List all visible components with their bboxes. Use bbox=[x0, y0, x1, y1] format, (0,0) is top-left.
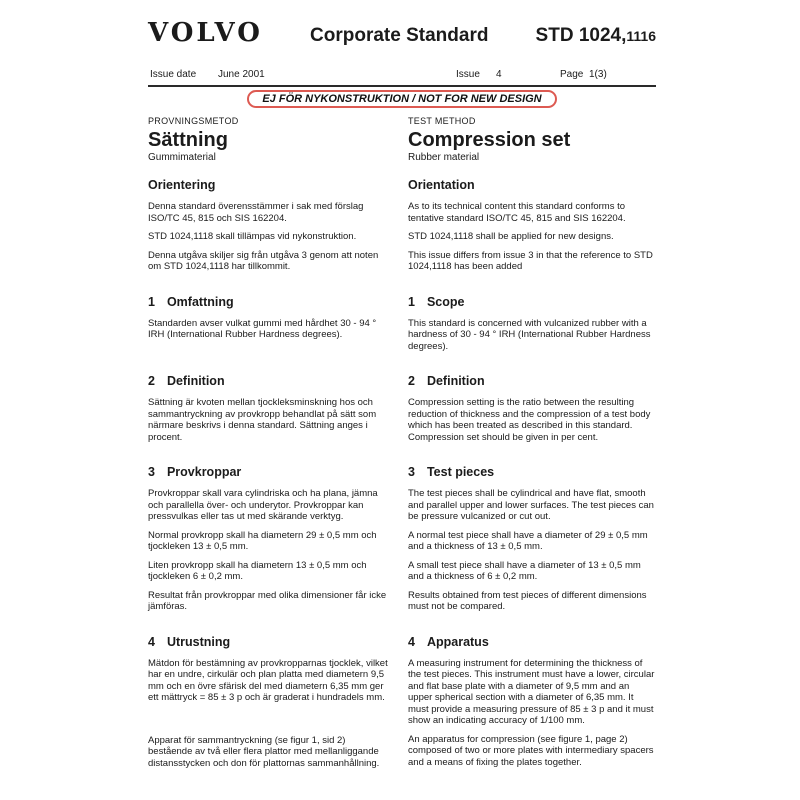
section-title: Definition bbox=[166, 374, 225, 388]
section-number: 1 bbox=[148, 294, 155, 309]
paragraph: Compression setting is the ratio between the resulting reduction of thickness and the compression of a test body which has been treated as described in this standard. Compression set should be given in per cent. bbox=[408, 397, 651, 443]
not-for-new-design-banner: EJ FÖR NYKONSTRUKTION / NOT FOR NEW DESIGN bbox=[247, 90, 556, 108]
section-heading bbox=[148, 374, 388, 388]
right-title-block bbox=[408, 116, 656, 163]
title-row bbox=[148, 116, 656, 163]
document-type-title: Corporate Standard bbox=[310, 25, 489, 46]
section-title: Definition bbox=[426, 374, 485, 388]
section-orientation bbox=[408, 163, 656, 280]
section-scope bbox=[408, 280, 656, 360]
section-heading bbox=[408, 465, 656, 479]
left-title-block bbox=[148, 116, 388, 163]
section-heading bbox=[408, 635, 656, 649]
paragraph: Denna utgåva skiljer sig från utgåva 3 genom att noten om STD 1024,1118 har tillkommit. bbox=[148, 249, 379, 272]
section-title: Apparatus bbox=[426, 634, 489, 649]
paragraph: STD 1024,1118 skall tillämpas vid nykonstruktion. bbox=[148, 231, 357, 242]
section-provkroppar bbox=[148, 450, 388, 620]
paragraph: Normal provkropp skall ha diametern 29 ± 0,5 mm och tjockleken 13 ± 0,5 mm. bbox=[148, 529, 377, 552]
page-content bbox=[148, 20, 656, 776]
paragraph: A small test piece shall have a diameter of 13 ± 0,5 mm and a thickness of 6 ± 0,2 mm. bbox=[408, 559, 641, 582]
paragraph: A normal test piece shall have a diameter of 29 ± 0,5 mm and a thickness of 13 ± 0,5 mm. bbox=[408, 529, 648, 552]
section-number: 2 bbox=[408, 374, 415, 388]
bilingual-columns bbox=[148, 116, 656, 776]
issue-date-value: June 2001 bbox=[218, 69, 265, 80]
section-orientering bbox=[148, 163, 388, 280]
paragraph: The test pieces shall be cylindrical and have flat, smooth and parallel upper and lower surfaces. The test pieces can be pressure vulcanized or cut out. bbox=[408, 488, 654, 522]
paragraph: Provkroppar skall vara cylindriska och ha plana, jämna och parallella över- och underytor. Provkroppar kan pressvulkas eller tas ut med skärande verktyg. bbox=[148, 488, 378, 522]
paragraph: As to its technical content this standard conforms to tentative standard ISO/TC 45, 815 and SIS 162204. bbox=[408, 201, 626, 224]
section-title: Utrustning bbox=[166, 634, 231, 649]
left-kicker: PROVNINGSMETOD bbox=[148, 116, 239, 126]
section-heading bbox=[148, 635, 388, 649]
issue-value: 4 bbox=[496, 69, 502, 80]
paragraph: Liten provkropp skall ha diametern 13 ± 0,5 mm och tjockleken 6 ± 0,2 mm. bbox=[148, 559, 367, 582]
masthead bbox=[148, 20, 656, 54]
issue-date-label: Issue date bbox=[150, 69, 197, 80]
paragraph: This issue differs from issue 3 in that the reference to STD 1024,1118 has been added bbox=[408, 249, 653, 272]
section-number: 1 bbox=[408, 294, 415, 309]
paragraph: Sättning är kvoten mellan tjockleksminskning hos och sammantryckning av provkropp behandlat på sätt som närmare beskrivs i denna standard. Sättning anges i procent. bbox=[148, 397, 377, 443]
section-heading bbox=[408, 295, 656, 309]
paragraph: Results obtained from test pieces of different dimensions must not be compared. bbox=[408, 589, 647, 612]
right-document-title: Compression set bbox=[408, 129, 571, 151]
paragraph: Mätdon för bestämning av provkropparnas tjocklek, vilket har en undre, cirkulär och plan platta med diametern 9,5 mm och en övre sfärisk del med diametern 6,35 mm ger ett mättryck = 85 ± 3 p och är graderat i hundradels mm. bbox=[148, 657, 388, 703]
standard-number-suffix: 1116 bbox=[626, 28, 656, 44]
section-number: 3 bbox=[148, 465, 155, 479]
volvo-logo: VOLVO bbox=[148, 18, 263, 48]
section-title: Orientering bbox=[148, 178, 216, 192]
paragraph: Standarden avser vulkat gummi med hårdhet 30 - 94 ° IRH (International Rubber Hardness degrees). bbox=[148, 317, 377, 340]
paragraph: Denna standard överensstämmer i sak med förslag ISO/TC 45, 815 och SIS 162204. bbox=[148, 201, 364, 224]
paragraph: An apparatus for compression (see figure 1, page 2) composed of two or more plates with intermediary spacers and a means of fixing the plates together. bbox=[408, 733, 654, 768]
paragraph: Apparat för sammantryckning (se figur 1, sid 2) bestående av två eller flera plattor med mellanliggande distansstycken och don för plattornas sammanhållning. bbox=[148, 734, 380, 769]
section-definition-en bbox=[408, 359, 656, 450]
section-title: Provkroppar bbox=[166, 465, 242, 479]
section-heading bbox=[148, 178, 388, 192]
section-number: 4 bbox=[408, 634, 415, 649]
right-kicker: TEST METHOD bbox=[408, 116, 476, 126]
section-title: Orientation bbox=[408, 178, 475, 192]
banner-container bbox=[148, 89, 656, 109]
section-title: Scope bbox=[426, 294, 465, 309]
paragraph: STD 1024,1118 shall be applied for new designs. bbox=[408, 231, 614, 242]
right-subtitle: Rubber material bbox=[408, 152, 480, 163]
issue-meta-row bbox=[148, 69, 656, 82]
left-subtitle: Gummimaterial bbox=[148, 152, 216, 163]
section-row-4 bbox=[148, 620, 656, 777]
page-label: Page bbox=[560, 69, 584, 80]
standard-number bbox=[536, 25, 656, 47]
section-title: Omfattning bbox=[166, 294, 234, 309]
section-utrustning bbox=[148, 620, 388, 777]
issue-label: Issue bbox=[456, 69, 480, 80]
section-test-pieces bbox=[408, 450, 656, 620]
section-row-3 bbox=[148, 450, 656, 620]
section-row-1 bbox=[148, 280, 656, 360]
left-document-title: Sättning bbox=[148, 129, 228, 151]
section-number: 2 bbox=[148, 374, 155, 388]
section-heading bbox=[148, 465, 388, 479]
page-value: 1(3) bbox=[589, 69, 607, 80]
section-title: Test pieces bbox=[426, 465, 495, 479]
paragraph: A measuring instrument for determining the thickness of the test pieces. This instrument must have a lower, circular and flat base plate with a diameter of 9,5 mm and an upper spherical section with a diameter of 6,35 mm. It must provide a measuring pressure of 85 ± 3 p and it must show an indicating accuracy of 1/100 mm. bbox=[408, 657, 655, 726]
header-divider bbox=[148, 85, 656, 87]
section-definition-sv bbox=[148, 359, 388, 450]
paragraph: This standard is concerned with vulcanized rubber with a hardness of 30 - 94 ° IRH (International Rubber Hardness degrees). bbox=[408, 317, 651, 352]
section-heading bbox=[408, 178, 656, 192]
section-heading bbox=[408, 374, 656, 388]
paragraph: Resultat från provkroppar med olika dimensioner får icke jämföras. bbox=[148, 589, 387, 612]
section-omfattning bbox=[148, 280, 388, 360]
section-row-orientation bbox=[148, 163, 656, 280]
section-number: 4 bbox=[148, 634, 155, 649]
section-apparatus bbox=[408, 620, 656, 777]
standard-number-main: STD 1024, bbox=[535, 25, 627, 46]
section-number: 3 bbox=[408, 465, 415, 479]
section-heading bbox=[148, 295, 388, 309]
section-row-2 bbox=[148, 359, 656, 450]
